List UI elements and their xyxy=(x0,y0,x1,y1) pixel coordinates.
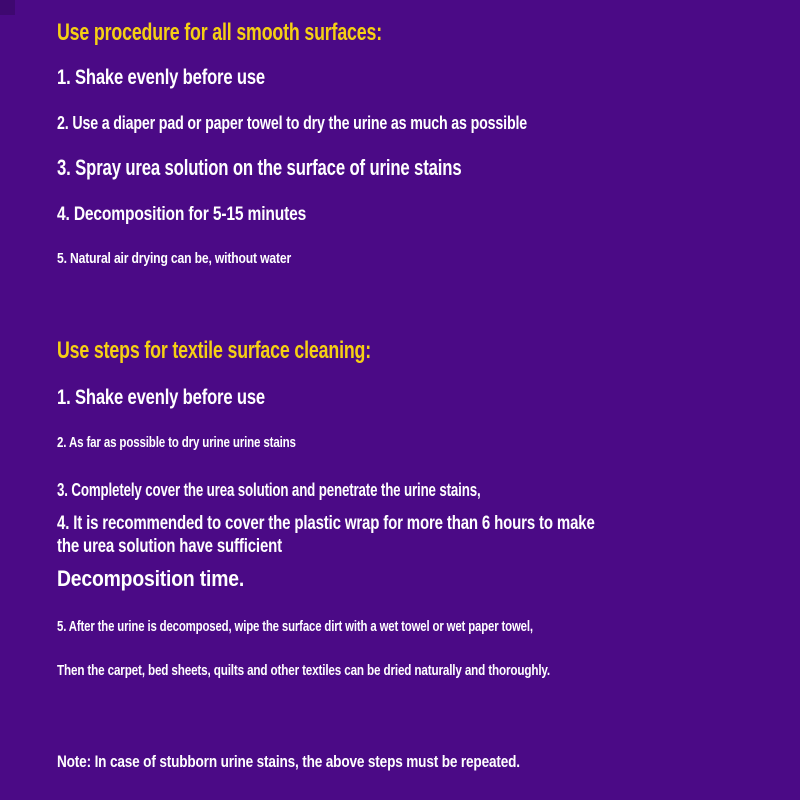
section-heading-smooth-surfaces: Use procedure for all smooth surfaces: xyxy=(57,19,383,46)
smooth-step-1: 1. Shake evenly before use xyxy=(57,66,265,89)
textile-step-4-line-1: 4. It is recommended to cover the plastic wrap for more than 6 hours to make xyxy=(57,513,595,534)
smooth-step-4: 4. Decomposition for 5-15 minutes xyxy=(57,204,307,225)
textile-step-3: 3. Completely cover the urea solution and penetrate the urine stains, xyxy=(57,480,481,500)
textile-step-5-continued: Then the carpet, bed sheets, quilts and other textiles can be dried naturally and thoroughly. xyxy=(57,662,551,679)
textile-step-5: 5. After the urine is decomposed, wipe the surface dirt with a wet towel or wet paper towel, xyxy=(57,618,533,635)
section-heading-textile-cleaning: Use steps for textile surface cleaning: xyxy=(57,337,372,364)
smooth-step-3: 3. Spray urea solution on the surface of urine stains xyxy=(57,155,462,180)
smooth-step-2: 2. Use a diaper pad or paper towel to dry the urine as much as possible xyxy=(57,113,528,133)
textile-step-4-line-2: the urea solution have sufficient xyxy=(57,536,282,557)
smooth-step-5: 5. Natural air drying can be, without water xyxy=(57,250,292,267)
textile-step-2: 2. As far as possible to dry urine urine stains xyxy=(57,434,296,451)
textile-decomposition-time: Decomposition time. xyxy=(57,566,245,591)
corner-shade xyxy=(0,0,15,15)
textile-step-1: 1. Shake evenly before use xyxy=(57,386,265,409)
note-line: Note: In case of stubborn urine stains, the above steps must be repeated. xyxy=(57,752,520,771)
